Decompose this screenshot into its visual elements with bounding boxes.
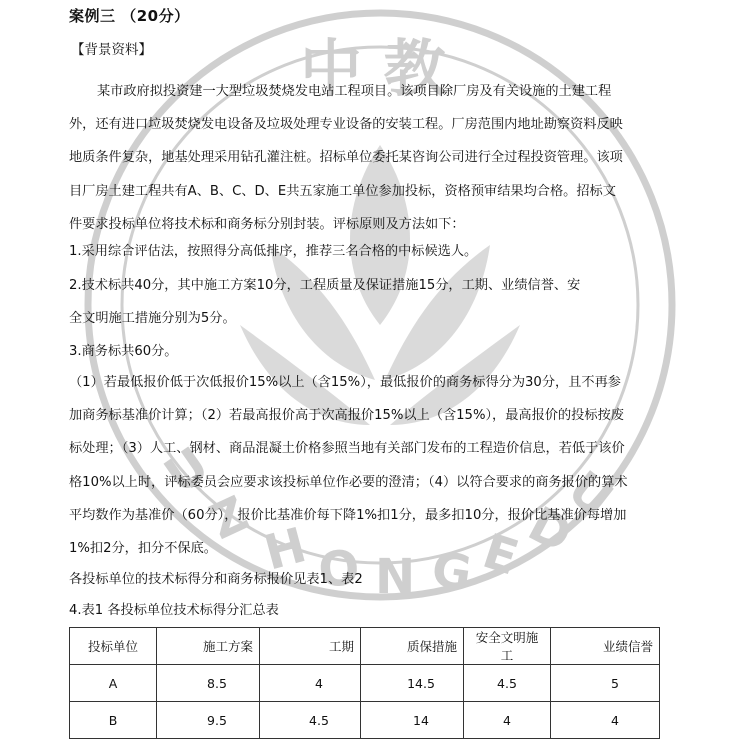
svg-text:E: E bbox=[476, 523, 525, 587]
header-cell: 业绩信誉 bbox=[551, 628, 660, 665]
intro-line: 各投标单位的技术标得分和商务标报价见表1、表2 bbox=[69, 572, 363, 587]
background-paragraph-text: 某市政府拟投资建一大型垃圾焚烧发电站工程项目。该项目除厂房及有关设施的土建工程外，还有进口垃圾焚烧发电设备及垃圾处理专业设备的安装工程。厂房范围内地址勘察资料反映地质条件复杂，地基处理采用钻孔灌注桩。招标单位委托某咨询公司进行全过程投资管理。该项目厂房土建工程共有A、B、C、D、E共五家施工单位参加投标，资格预审结果均合格。招标文件要求投标单位将技术标和商务标分别封装。评标原则及方法如下： bbox=[69, 84, 623, 232]
table-cell: 14.5 bbox=[361, 665, 464, 702]
header-cell: 工期 bbox=[260, 628, 361, 665]
table-cell: 4.5 bbox=[260, 702, 361, 739]
table-cell: 14 bbox=[361, 702, 464, 739]
svg-text:U: U bbox=[154, 436, 219, 505]
table-caption: 4.表1 各投标单位技术标得分汇总表 bbox=[69, 603, 279, 618]
table-row bbox=[70, 702, 660, 739]
technical-score-table bbox=[69, 627, 660, 739]
table-cell: 4 bbox=[551, 702, 660, 739]
svg-text:Z: Z bbox=[201, 485, 257, 551]
section-label: 【背景资料】 bbox=[71, 42, 152, 58]
case-title: 案例三 （20分） bbox=[69, 7, 190, 25]
svg-text:D: D bbox=[519, 496, 581, 565]
table-cell: 4 bbox=[260, 665, 361, 702]
background-paragraph bbox=[69, 75, 629, 241]
svg-text:N: N bbox=[375, 549, 416, 605]
svg-text:U: U bbox=[557, 460, 623, 529]
svg-text:O: O bbox=[316, 539, 362, 599]
table-header-row bbox=[70, 628, 660, 665]
header-cell: 施工方案 bbox=[157, 628, 260, 665]
table-cell: 4.5 bbox=[464, 665, 551, 702]
table-cell: B bbox=[70, 702, 157, 739]
table-row bbox=[70, 665, 660, 702]
header-cell: 安全文明施工 bbox=[464, 628, 551, 665]
rule-item-1: 1.采用综合评估法，按照得分高低排序，推荐三名合格的中标候选人。 bbox=[69, 244, 478, 259]
header-cell: 投标单位 bbox=[70, 628, 157, 665]
header-cell: 质保措施 bbox=[361, 628, 464, 665]
watermark-text: 中 教 bbox=[300, 32, 446, 105]
table-cell: 5 bbox=[551, 665, 660, 702]
svg-text:G: G bbox=[428, 541, 476, 603]
table-cell: 4 bbox=[464, 702, 551, 739]
table-cell: 9.5 bbox=[157, 702, 260, 739]
commercial-rules-paragraph: （1）若最低报价低于次低报价15%以上（含15%），最低报价的商务标得分为30分，且不再参加商务标基准价计算；（2）若最高报价高于次高报价15%以上（含15%），最高报价的投标按废标处理；（3）人工、钢材、商品混凝土价格参照当地有关部门发布的工程造价信息，若低于该价格10%以上时，评标委员会应要求该投标单位作必要的澄清；（4）以符合要求的商务报价的算术平均数作为基准价（60分），报价比基准价每下降1%扣1分，最多扣10分，报价比基准价每增加1%扣2分，扣分不保底。 bbox=[69, 375, 628, 557]
rule-item-2-line-2: 全文明施工措施分别为5分。 bbox=[69, 311, 236, 326]
svg-text:H: H bbox=[258, 517, 312, 582]
table-cell: 8.5 bbox=[157, 665, 260, 702]
table-cell: A bbox=[70, 665, 157, 702]
rule-item-2-line-1: 2.技术标共40分，其中施工方案10分，工程质量及保证措施15分，工期、业绩信誉、安 bbox=[69, 278, 581, 293]
rule-item-3: 3.商务标共60分。 bbox=[69, 344, 178, 359]
